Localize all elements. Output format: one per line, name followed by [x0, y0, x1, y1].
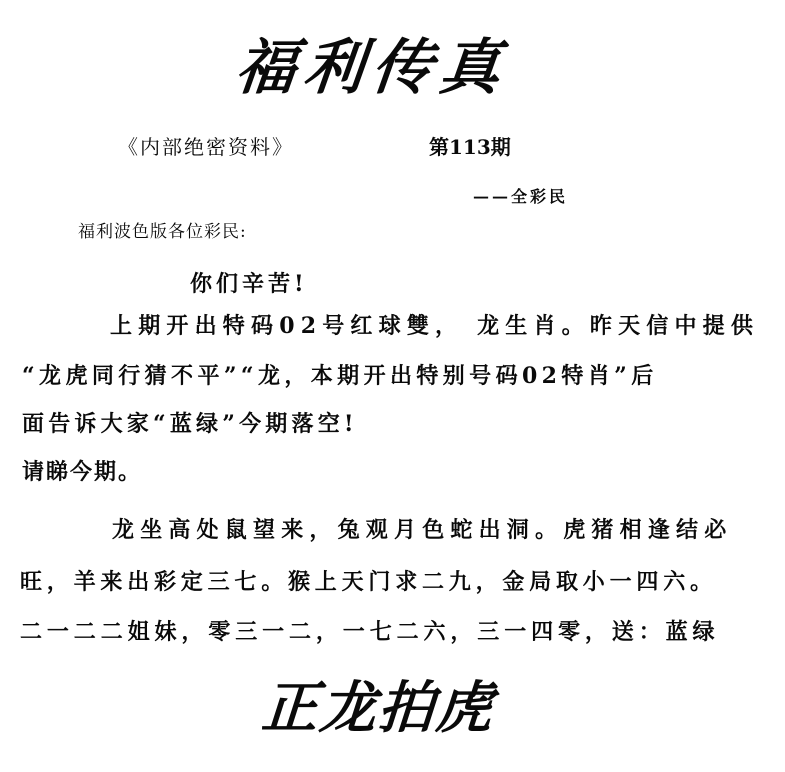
- page-title: 福利传真: [232, 33, 512, 103]
- paragraph2-line1: 龙坐高处鼠望来，兔观月色蛇出洞。虎猪相逢结必: [112, 517, 733, 543]
- issue-number: 第113期: [429, 135, 511, 159]
- greeting: 你们辛苦!: [190, 271, 308, 297]
- footer-slogan: 正龙拍虎: [259, 675, 497, 741]
- author-signature: ——全彩民: [473, 187, 569, 206]
- paragraph2-line2: 旺，羊来出彩定三七。猴上天门求二九，金局取小一四六。: [20, 569, 717, 595]
- salutation: 福利波色版各位彩民:: [78, 222, 247, 242]
- document-classification: 《内部绝密资料》: [118, 135, 294, 159]
- paragraph1-line2: “龙虎同行猜不平”“龙，本期开出特别号码02特肖”后: [22, 363, 658, 389]
- paragraph1-line3: 面告诉大家“蓝绿”今期落空!: [22, 411, 358, 437]
- paragraph1-line4: 请睇今期。: [22, 459, 143, 485]
- paragraph2-line3: 二一二二姐妹，零三一二，一七二六，三一四零，送：蓝绿: [20, 619, 720, 645]
- paragraph1-line1: 上期开出特码02号红球雙， 龙生肖。昨天信中提供: [110, 313, 760, 339]
